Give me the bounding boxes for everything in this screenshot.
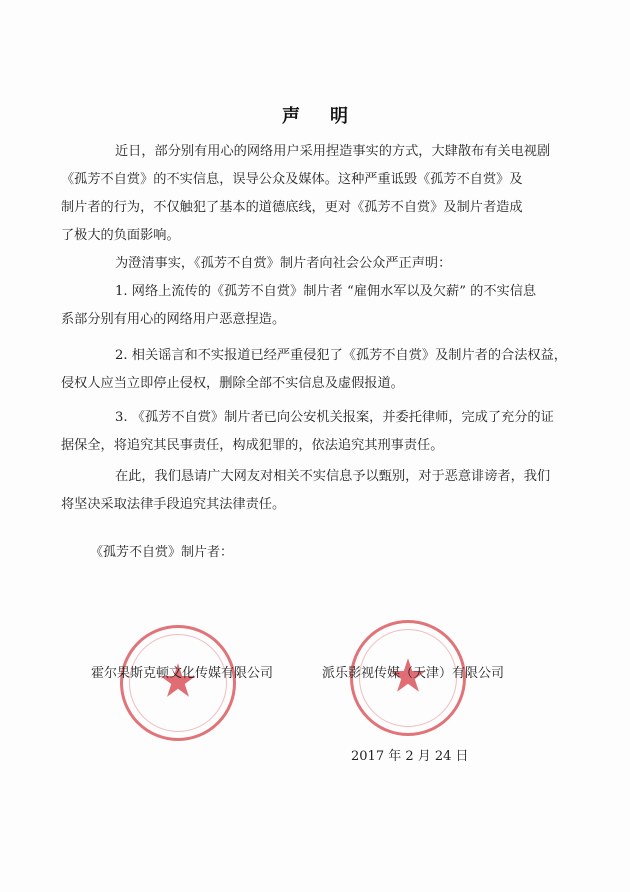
page-title: 声明 [282,106,378,127]
star-icon: ★ [157,653,199,708]
company-name-1: 霍尔果斯克顿文化传媒有限公司 [91,666,274,681]
text-line: 2. 相关谣言和不实报道已经严重侵犯了《孤芳不自赏》及制片者的合法权益， [115,348,567,363]
text-line: 3. 《孤芳不自赏》制片者已向公安机关报案，并委托律师，完成了充分的证 [115,410,554,425]
text-line: 在此，我们恳请广大网友对相关不实信息予以甄别，对于恶意诽谤者，我们 [115,469,551,484]
paragraph-5 [61,404,554,460]
text-line: 侵权人应当立即停止侵权，删除全部不实信息及虚假报道。 [61,376,404,391]
paragraph-1 [61,138,551,250]
text-line: 《孤芳不自赏》的不实信息，误导公众及媒体。这种严重诋毁《孤芳不自赏》及 [61,172,523,187]
text-line: 制片者的行为，不仅触犯了基本的道德底线，更对《孤芳不自赏》及制片者造成 [61,200,523,215]
signature-label: 《孤芳不自赏》制片者： [90,545,234,560]
paragraph-2 [88,250,548,278]
text-line: 为澄清事实，《孤芳不自赏》制片者向社会公众严正声明： [115,256,452,271]
text-line: 将坚决采取法律手段追究其法律责任。 [61,497,286,512]
text-line: 近日，部分别有用心的网络用户采用捏造事实的方式，大肆散布有关电视剧 [115,144,551,159]
paragraph-6 [61,463,551,519]
text-line: 据保全，将追究其民事责任，构成犯罪的，依法追究其刑事责任。 [61,438,444,453]
company-name-2: 派乐影视传媒（天津）有限公司 [322,666,505,681]
paragraph-4 [61,342,567,398]
text-line: 系部分别有用心的网络用户恶意捏造。 [61,312,286,327]
text-line: 了极大的负面影响。 [61,228,180,243]
paragraph-3 [61,278,548,334]
company-seal-1 [120,625,236,741]
document-date: 2017 年 2 月 24 日 [351,749,469,764]
text-line: 1. 网络上流传的《孤芳不自赏》制片者 “雇佣水军以及欠薪” 的不实信息 [115,284,537,299]
star-icon: ★ [387,648,429,703]
